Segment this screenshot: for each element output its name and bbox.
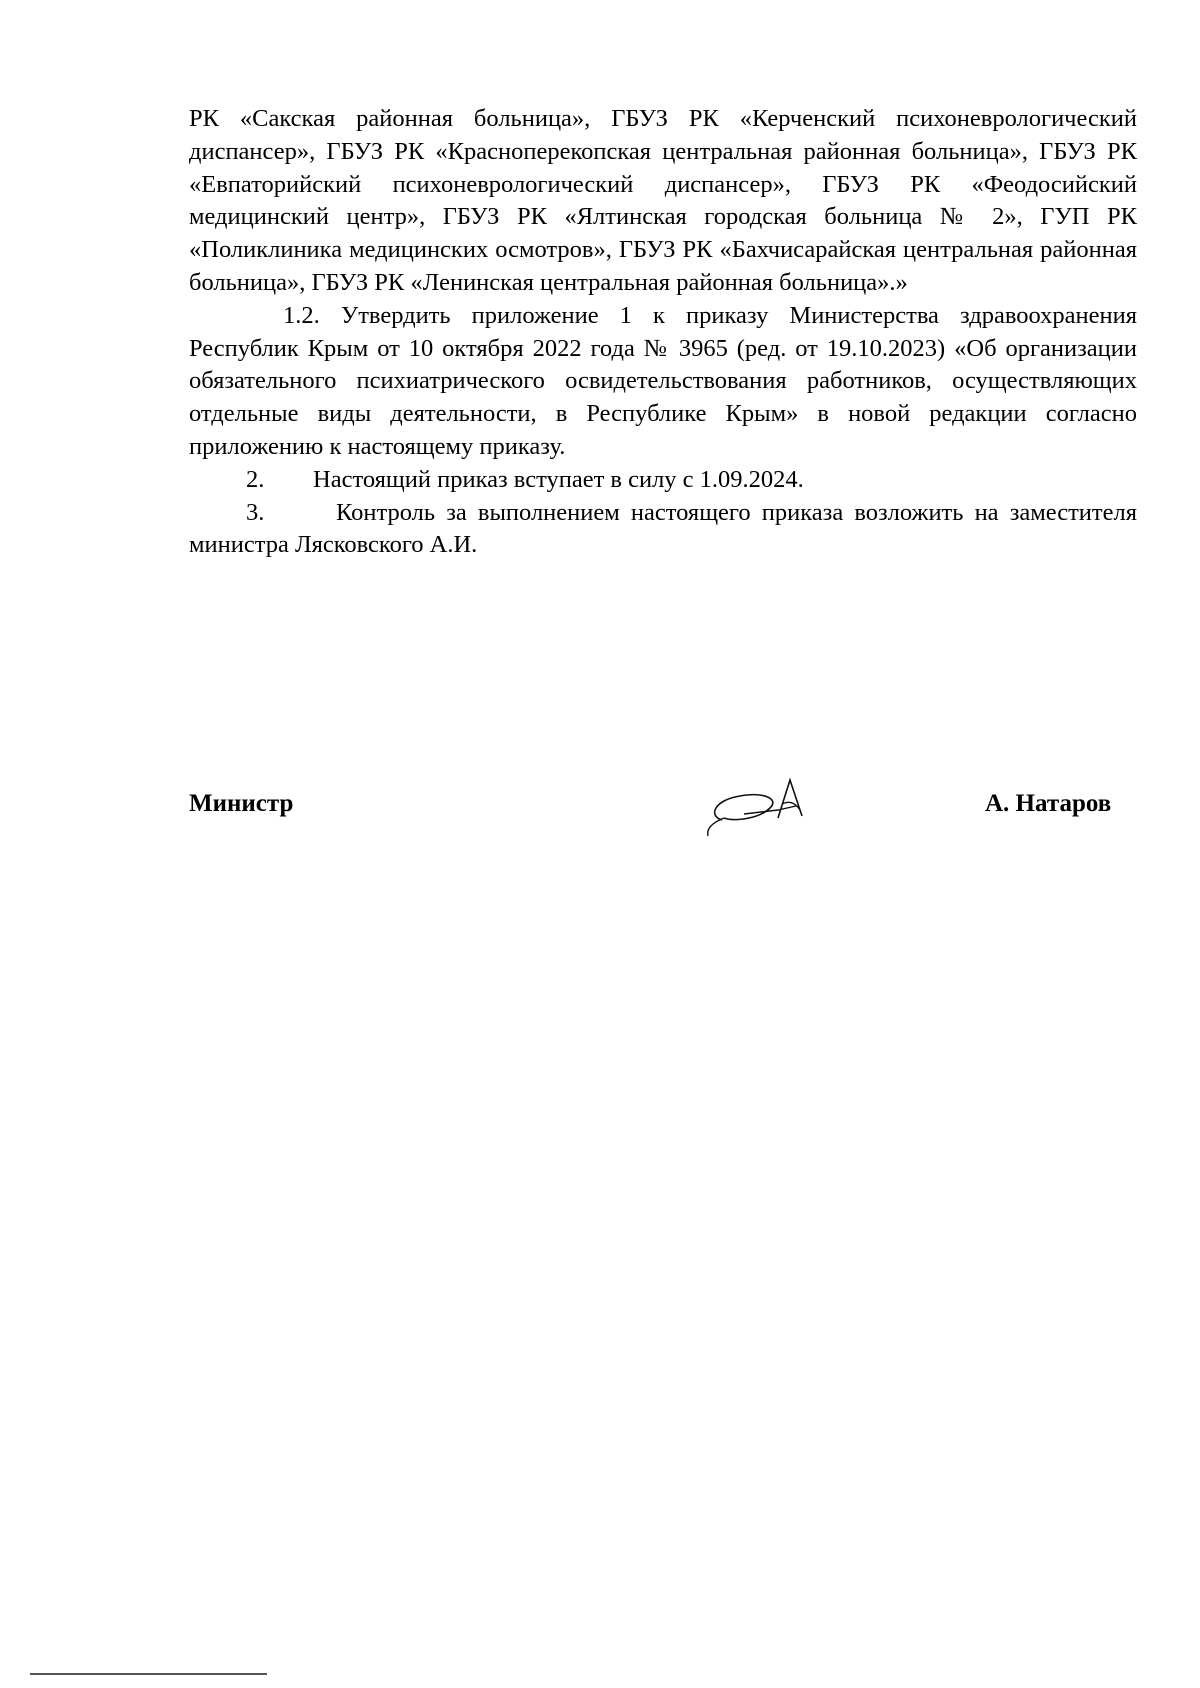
signatory-name: А. Натаров: [985, 790, 1112, 817]
item-3-number: 3.: [246, 498, 265, 526]
position-title: Министр: [189, 790, 294, 817]
item-3: [189, 497, 1137, 563]
paragraph-item-1-2: 1.2. Утвердить приложение 1 к приказу Министерства здравоохранения Республик Крым от 10 октября 2022 года № 3965 (ред. от 19.10.2023) «Об организации обязательного психиатрического освидетельствования работников, осуществляющих отдельные виды деятельности, в Республике Крым» в новой редакции согласно приложению к настоящему приказу.: [189, 301, 1137, 460]
handwritten-signature-icon: [700, 770, 820, 842]
footer-divider: [30, 1673, 267, 1675]
document-body: [189, 103, 1137, 562]
item-2-number: 2.: [246, 465, 265, 493]
paragraph-organization-list: РК «Сакская районная больница», ГБУЗ РК «Керченский психоневрологический диспансер», ГБУЗ РК «Красноперекопская центральная районная больница», ГБУЗ РК «Евпаторийский психоневрологический диспансер», ГБУЗ РК «Феодосийский медицинский центр», ГБУЗ РК «Ялтинская городская больница № 2», ГУП РК «Поликлиника медицинских осмотров», ГБУЗ РК «Бахчисарайская центральная районная больница», ГБУЗ РК «Ленинская центральная районная больница».»: [189, 105, 1137, 296]
item-2-text: Настоящий приказ вступает в силу с 1.09.2024.: [313, 465, 804, 493]
item-3-text: Контроль за выполнением настоящего приказа возложить на заместителя министра Лясковского А.И.: [189, 498, 1137, 559]
item-2: [189, 464, 1137, 497]
